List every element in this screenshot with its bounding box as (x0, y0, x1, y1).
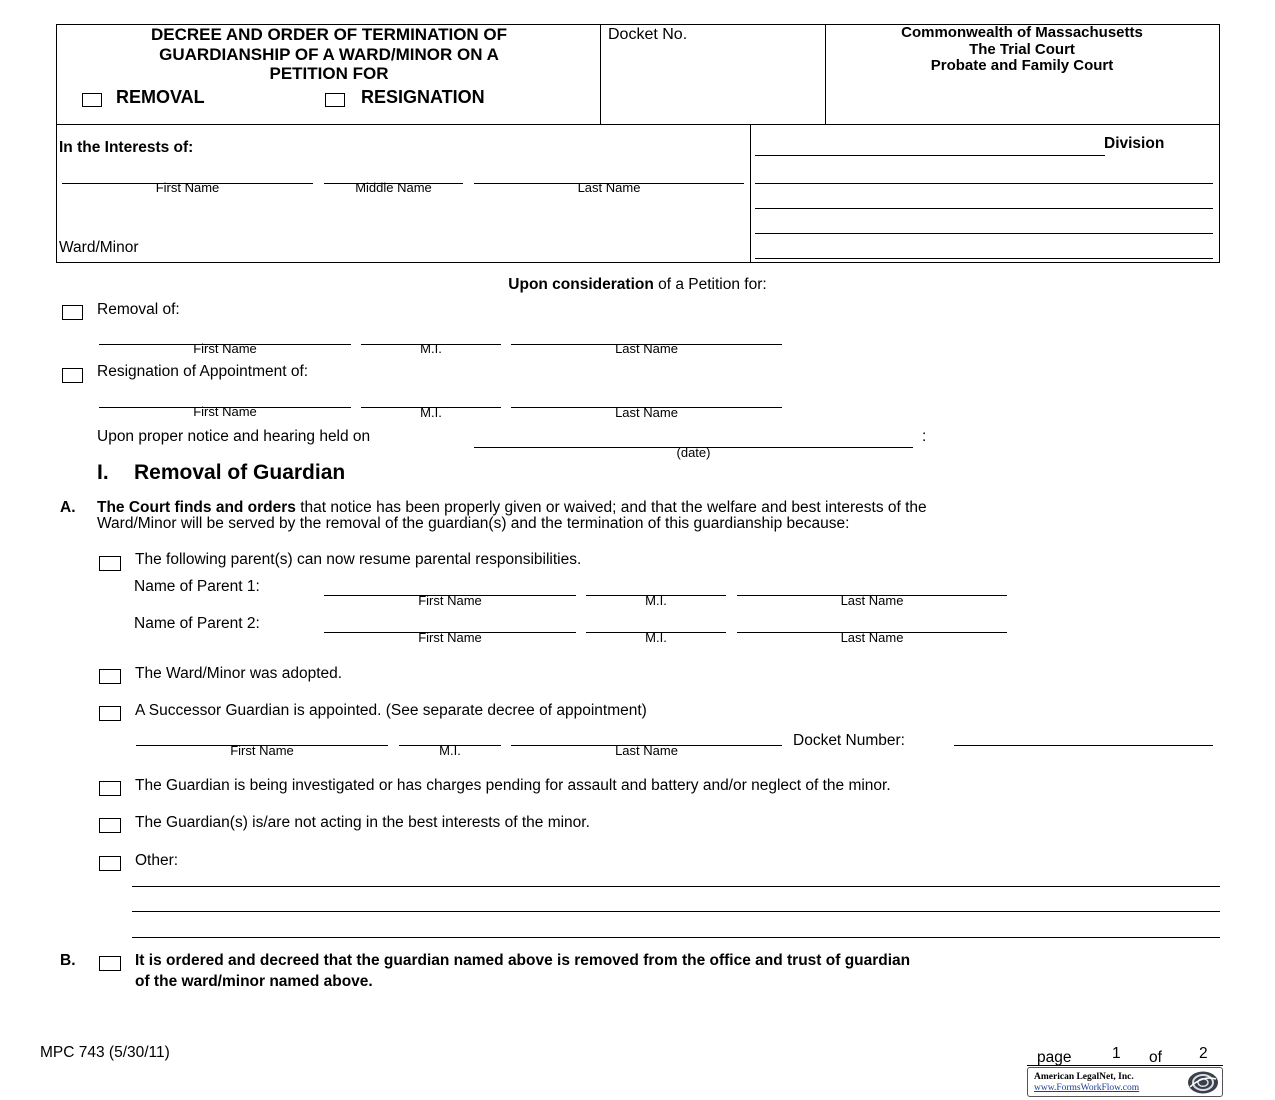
page-underline (1027, 1065, 1223, 1066)
parents-resume-label: The following parent(s) can now resume parental responsibilities. (135, 551, 582, 568)
interests-label: In the Interests of: (59, 139, 194, 156)
ward-first-name-caption: First Name (155, 180, 220, 195)
parent1-last-name-caption: Last Name (840, 593, 904, 608)
investigated-checkbox[interactable] (99, 781, 121, 796)
page-number: 1 (1112, 1045, 1121, 1062)
hearing-date-caption: (date) (676, 445, 711, 460)
removal-first-name-caption: First Name (193, 341, 257, 356)
division-line-2[interactable] (755, 183, 1213, 184)
court-name: Commonwealth of Massachusetts The Trial Court Probate and Family Court (901, 24, 1143, 74)
resignation-of-checkbox[interactable] (62, 368, 83, 383)
parent1-mi-caption: M.I. (645, 593, 667, 608)
resignation-mi-caption: M.I. (420, 405, 442, 420)
division-line-3[interactable] (755, 208, 1213, 209)
removal-option-label: REMOVAL (116, 87, 205, 107)
page-total: 2 (1199, 1045, 1208, 1062)
item-b-line1: It is ordered and decreed that the guardian named above is removed from the office and trust of guardian (135, 952, 911, 969)
consideration-text: Upon consideration of a Petition for: (508, 276, 767, 293)
docket-number-label: Docket Number: (793, 732, 905, 749)
parent2-mi-caption: M.I. (645, 630, 667, 645)
resignation-checkbox[interactable] (325, 93, 345, 107)
parent1-label: Name of Parent 1: (134, 578, 260, 595)
parent2-last-name-caption: Last Name (840, 630, 904, 645)
removal-checkbox[interactable] (82, 93, 102, 107)
other-line-3[interactable] (132, 937, 1220, 938)
removal-last-name-caption: Last Name (615, 341, 678, 356)
docket-label: Docket No. (608, 26, 688, 43)
notice-colon: : (922, 428, 927, 445)
docket-number-field[interactable] (954, 745, 1213, 746)
item-a-line1: The Court finds and orders that notice has been properly given or waived; and that the welfare and best interests of the (97, 499, 927, 516)
ward-minor-label: Ward/Minor (59, 239, 139, 256)
section-title: Removal of Guardian (134, 461, 346, 484)
successor-mi-caption: M.I. (439, 743, 461, 758)
division-line-5[interactable] (755, 258, 1213, 259)
adopted-label: The Ward/Minor was adopted. (135, 665, 343, 682)
of-label: of (1149, 1049, 1162, 1066)
division-line-4[interactable] (755, 233, 1213, 234)
parent2-first-name-caption: First Name (418, 630, 482, 645)
item-b-checkbox[interactable] (99, 956, 121, 971)
publisher-logo[interactable] (1027, 1067, 1223, 1097)
ward-middle-name-caption: Middle Name (355, 180, 432, 195)
successor-checkbox[interactable] (99, 706, 121, 721)
form-title: DECREE AND ORDER OF TERMINATION OF GUARDIANSHIP OF A WARD/MINOR ON A PETITION FOR (150, 25, 508, 83)
item-a-letter: A. (60, 499, 76, 516)
page-label: page (1037, 1049, 1072, 1066)
successor-first-name-caption: First Name (230, 743, 294, 758)
section-number: I. (97, 461, 109, 484)
removal-of-checkbox[interactable] (62, 305, 83, 320)
ward-last-name-caption: Last Name (577, 180, 641, 195)
other-checkbox[interactable] (99, 856, 121, 871)
notice-text: Upon proper notice and hearing held on (97, 428, 371, 445)
parent1-first-name-caption: First Name (418, 593, 482, 608)
item-a-line2: Ward/Minor will be served by the removal of the guardian(s) and the termination of this guardianship because: (97, 515, 850, 532)
publisher-name: American LegalNet, Inc. (1034, 1072, 1134, 1082)
successor-last-name-caption: Last Name (615, 743, 678, 758)
item-b-line2: of the ward/minor named above. (135, 973, 373, 990)
not-acting-checkbox[interactable] (99, 818, 121, 833)
publisher-url: www.FormsWorkFlow.com (1034, 1083, 1140, 1093)
globe-icon (1186, 1070, 1220, 1095)
other-label: Other: (135, 852, 179, 869)
successor-label: A Successor Guardian is appointed. (See separate decree of appointment) (135, 702, 647, 719)
adopted-checkbox[interactable] (99, 669, 121, 684)
other-line-1[interactable] (132, 886, 1220, 887)
form-id: MPC 743 (5/30/11) (40, 1044, 170, 1061)
parent2-label: Name of Parent 2: (134, 615, 260, 632)
resignation-option-label: RESIGNATION (361, 87, 485, 107)
investigated-label: The Guardian is being investigated or has charges pending for assault and battery and/or neglect of the minor. (135, 777, 891, 794)
item-b-letter: B. (60, 952, 76, 969)
not-acting-label: The Guardian(s) is/are not acting in the best interests of the minor. (135, 814, 590, 831)
other-line-2[interactable] (132, 911, 1220, 912)
division-label: Division (1104, 135, 1165, 152)
resignation-first-name-caption: First Name (193, 404, 257, 419)
removal-of-label: Removal of: (97, 301, 180, 318)
resignation-last-name-caption: Last Name (615, 405, 678, 420)
division-field[interactable] (755, 155, 1105, 156)
resignation-of-label: Resignation of Appointment of: (97, 363, 309, 380)
parents-resume-checkbox[interactable] (99, 556, 121, 571)
removal-mi-caption: M.I. (420, 341, 442, 356)
